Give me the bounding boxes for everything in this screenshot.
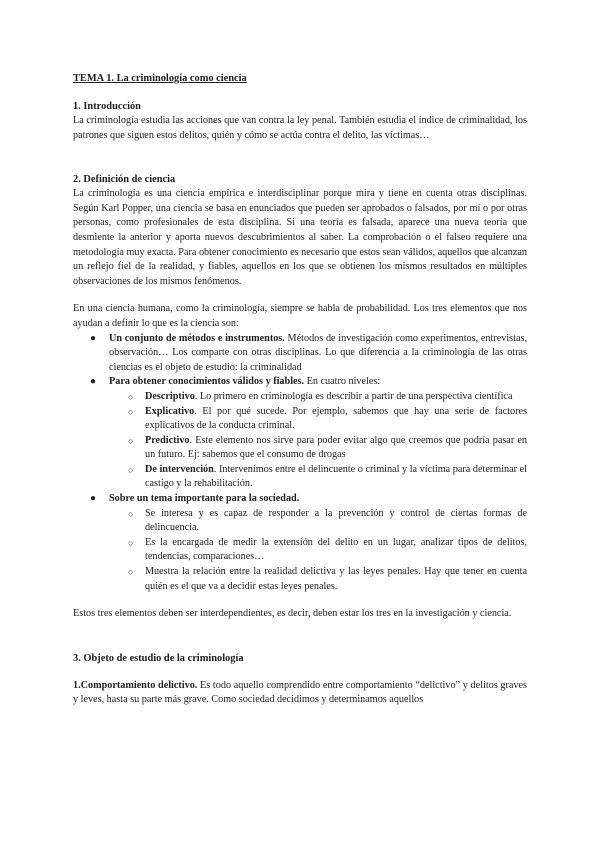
section-2-closing: Estos tres elementos deben ser interdependientes, es decir, deben estar los tres en la investigación y ciencia.	[73, 608, 512, 620]
circle-bullet-icon: ○	[128, 508, 134, 519]
bullet-icon: ●	[90, 493, 97, 505]
sub-item-text: Se interesa y es capaz de responder a la prevención y control de ciertas formas de delincuencia.	[145, 507, 527, 534]
list-item-bold: Para obtener conocimientos válidos y fiables.	[109, 376, 305, 388]
sub-item-bold: De intervención	[145, 463, 214, 475]
section-3-heading: 3. Objeto de estudio de la criminología	[73, 652, 244, 664]
list-item	[90, 375, 527, 492]
society-topic-list	[109, 507, 527, 595]
science-elements-list	[73, 332, 527, 595]
sub-item-bold: Predictivo	[145, 434, 190, 446]
sub-item-text: Es la encargada de medir la extensión del delito en un lugar, analizar tipos de delitos, tendencias, comparaciones…	[145, 536, 527, 563]
list-item-text: En cuatro niveles:	[304, 376, 381, 388]
sub-list-item	[128, 507, 527, 536]
circle-bullet-icon: ○	[128, 464, 134, 475]
bullet-icon: ●	[90, 376, 97, 388]
sub-item-text: . Lo primero en criminología es describir a partir de una perspectiva científica	[194, 390, 513, 402]
document-title: TEMA 1. La criminología como ciencia	[73, 73, 247, 84]
sub-item-text: Muestra la relación entre la realidad delictiva y las leyes penales. Hay que tener en cuenta quién es el que va a decidir estas leyes penales.	[145, 566, 527, 592]
sub-item-bold: Explicativo	[145, 405, 195, 417]
circle-bullet-icon: ○	[128, 537, 134, 548]
knowledge-levels-list	[109, 390, 527, 492]
circle-bullet-icon: ○	[128, 391, 134, 402]
circle-bullet-icon: ○	[128, 567, 134, 578]
sub-item-text: . Intervenimos entre el delincuente o criminal y la víctima para determinar el castigo y la rehabilitación.	[145, 463, 527, 490]
sub-list-item	[128, 565, 527, 594]
sub-list-item	[128, 463, 527, 492]
section-2-heading: 2. Definición de ciencia	[73, 174, 176, 186]
sub-list-item	[128, 405, 527, 434]
list-item-bold: Un conjunto de métodos e instrumentos.	[109, 332, 285, 344]
sub-list-item	[128, 434, 527, 463]
section-1-body: La criminología estudia las acciones que van contra la ley penal. También estudia el índice de criminalidad, los patrones que siguen estos delitos, quién y cómo se actúa contra el delito, las víctimas…	[73, 115, 527, 141]
section-3-sub-bold: 1.Comportamiento delictivo.	[73, 679, 198, 691]
document-content	[73, 72, 527, 708]
circle-bullet-icon: ○	[128, 406, 134, 417]
circle-bullet-icon: ○	[128, 435, 134, 446]
list-item	[90, 332, 527, 376]
sub-list-item	[128, 390, 527, 405]
sub-item-text: . Este elemento nos sirve para poder evitar algo que creemos que podría pasar en un futuro. Ej: sabemos que el consumo de drogas	[145, 434, 527, 461]
bullet-icon: ●	[90, 332, 97, 344]
sub-item-bold: Descriptivo	[145, 390, 195, 402]
list-item	[90, 492, 527, 594]
section-2-paragraph-2: En una ciencia humana, como la criminología, siempre se habla de probabilidad. Los tres elementos que nos ayudan a definir lo que es la ciencia son:	[73, 303, 527, 329]
list-item-text: Métodos de investigación como experimentos, entrevistas, observación… Los comparte con otras disciplinas. Lo que diferencia a la criminología de las otras ciencias es el objeto de estudio: la criminalidad	[109, 332, 527, 373]
section-2-paragraph-1: La criminología es una ciencia empírica e interdisciplinar porque mira y tiene en cuenta otras disciplinas. Según Karl Popper, una ciencia se basa en enunciados que pueden ser aprobados o falsados, por mí o por otras personas, como profesionales de esta disciplina. Si una teoría es falsada, aparece una nueva teoría que desmiente la anterior y aporta nuevos descubrimientos al saber. La comprobación o el falseo requiere una metodología muy exacta. Para obtener conocimiento es necesario que estos sean válidos, aquellos que alcanzan un reflejo fiel de la realidad, y fiables, aquellos en los que se obtienen los mismos resultados en múltiples observaciones de los mismos fenómenos.	[73, 188, 527, 287]
section-1-heading: 1. Introducción	[73, 101, 141, 112]
section-3-paragraph	[73, 679, 527, 708]
section-3-sub-text: Es todo aquello comprendido entre comportamiento “delictivo” y delitos graves y leves, hasta su parte más grave. Como sociedad decidimos y determinamos aquellos	[73, 679, 527, 706]
sub-item-text: . El por qué sucede. Por ejemplo, sabemos que hay una serie de factores explicativos de la conducta criminal.	[145, 405, 527, 432]
sub-list-item	[128, 536, 527, 565]
list-item-bold: Sobre un tema importante para la sociedad.	[109, 493, 300, 505]
